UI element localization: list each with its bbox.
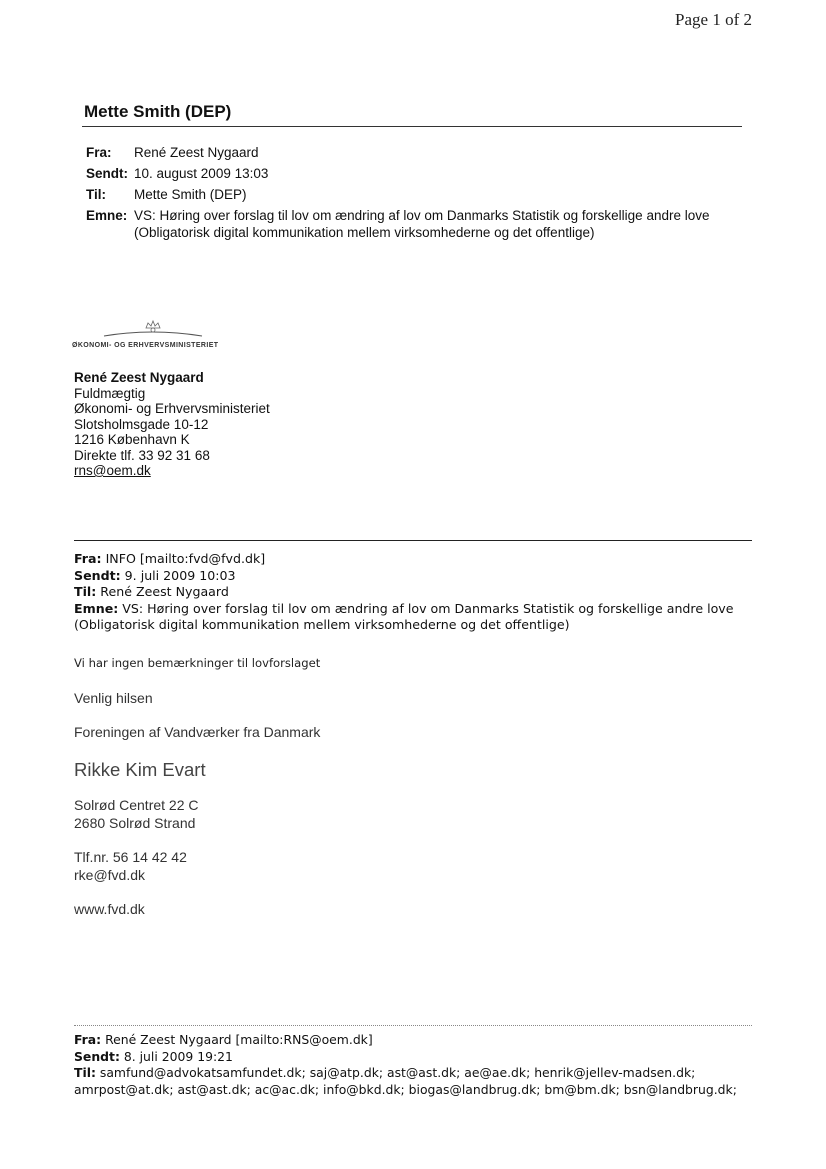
fwd1-sent-label: Sendt: [74, 567, 121, 583]
forward-divider-2 [74, 1025, 752, 1026]
fwd1-to-value: René Zeest Nygaard [100, 584, 229, 599]
signature-phone: Direkte tlf. 33 92 31 68 [74, 447, 210, 463]
message-street: Solrød Centret 22 C [74, 797, 199, 813]
message-regards: Venlig hilsen [74, 690, 153, 706]
fwd1-from-label: Fra: [74, 551, 102, 566]
fwd1-from-row [74, 551, 764, 568]
fwd2-to-label: Til: [74, 1065, 96, 1080]
fwd1-to-row [74, 584, 764, 601]
message-phone: Tlf.nr. 56 14 42 42 [74, 849, 187, 865]
message-body: Vi har ingen bemærkninger til lovforslaget [74, 656, 321, 670]
forwarded-header-1 [74, 551, 764, 634]
message-email-link[interactable]: rke@fvd.dk [74, 866, 146, 883]
signature-ministry: Økonomi- og Erhvervsministeriet [74, 401, 270, 416]
fwd1-subject-row [74, 601, 764, 618]
sent-value: 10. august 2009 13:03 [134, 166, 269, 181]
fwd1-to-label: Til: [74, 584, 97, 599]
fwd1-sent-value: 9. juli 2009 10:03 [124, 567, 236, 583]
message-signer: Rikke Kim Evart [74, 759, 206, 780]
message-website-link[interactable]: www.fvd.dk [74, 901, 145, 917]
header-divider [82, 126, 742, 127]
to-value: Mette Smith (DEP) [134, 187, 247, 202]
fwd1-sent-row [74, 568, 764, 585]
sent-label: Sendt: [86, 166, 128, 181]
message-contact [74, 849, 187, 884]
ministry-logo-text: ØKONOMI- OG ERHVERVSMINISTERIET [72, 342, 219, 349]
forward-divider [74, 540, 752, 541]
fwd1-subject-line-2: (Obligatorisk digital kommunikation mellem virksomhederne og det offentlige) [74, 617, 570, 632]
fwd2-to-row [74, 1065, 774, 1082]
fwd2-to-line-2: amrpost@at.dk; ast@ast.dk; ac@ac.dk; info@bkd.dk; biogas@landbrug.dk; bm@bm.dk; bsn@landbrug.dk; [74, 1081, 737, 1097]
fwd2-sent-value: 8. juli 2009 19:21 [123, 1048, 233, 1064]
mailbox-owner: Mette Smith (DEP) [84, 102, 232, 121]
fwd1-subject-line-1: VS: Høring over forslag til lov om ændring af lov om Danmarks Statistik og forskellige andre love [122, 600, 734, 616]
fwd2-from-value: René Zeest Nygaard [mailto:RNS@oem.dk] [105, 1032, 373, 1047]
ministry-logo [72, 316, 252, 356]
signature-name: René Zeest Nygaard [74, 370, 204, 385]
message-address [74, 797, 199, 832]
header-subject-row [86, 205, 744, 241]
from-label: Fra: [86, 145, 112, 160]
signature-email-link[interactable]: rns@oem.dk [74, 463, 151, 478]
header-from-row [86, 142, 744, 163]
fwd1-from-value: INFO [mailto:fvd@fvd.dk] [105, 551, 266, 566]
page-number: Page 1 of 2 [675, 10, 752, 29]
header-sent-row [86, 163, 744, 184]
to-label: Til: [86, 187, 106, 202]
message-city: 2680 Solrød Strand [74, 814, 196, 831]
email-header [86, 142, 744, 241]
fwd1-subject-label: Emne: [74, 600, 119, 616]
from-value: René Zeest Nygaard [134, 145, 259, 160]
signature-title: Fuldmægtig [74, 385, 146, 401]
fwd2-sent-row [74, 1049, 774, 1066]
subject-label: Emne: [86, 208, 128, 223]
fwd2-from-label: Fra: [74, 1032, 102, 1047]
subject-value [134, 205, 744, 241]
crown-emblem-icon [72, 316, 252, 342]
sender-signature [74, 370, 270, 479]
signature-city: 1216 København K [74, 432, 190, 447]
subject-line-2: (Obligatorisk digital kommunikation mellem virksomhederne og det offentlige) [134, 225, 595, 240]
header-to-row [86, 184, 744, 205]
fwd2-to-line-1: samfund@advokatsamfundet.dk; saj@atp.dk; ast@ast.dk; ae@ae.dk; henrik@jellev-madsen.dk; [99, 1065, 696, 1080]
subject-line-1: VS: Høring over forslag til lov om ændring af lov om Danmarks Statistik og forskellige andre love [134, 208, 710, 223]
fwd2-sent-label: Sendt: [74, 1048, 120, 1064]
forwarded-header-2 [74, 1032, 774, 1098]
signature-street: Slotsholmsgade 10-12 [74, 416, 209, 432]
fwd2-from-row [74, 1032, 774, 1049]
message-organisation: Foreningen af Vandværker fra Danmark [74, 724, 321, 740]
